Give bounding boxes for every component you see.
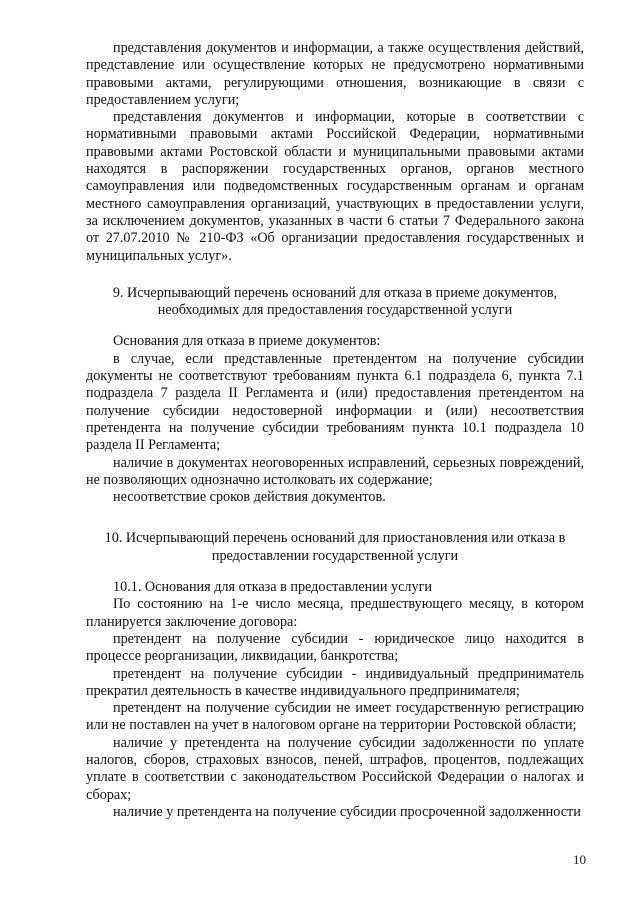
section-10-paragraph-7: наличие у претендента на получение субсидии просроченной задолженности xyxy=(113,803,581,820)
section-9-paragraph-1: Основания для отказа в приеме документов: xyxy=(113,333,381,350)
section-9-heading: 9. Исчерпывающий перечень оснований для отказа в приеме документов, необходимых для предоставления государственной услуги xyxy=(112,284,558,319)
page-number: 10 xyxy=(573,852,586,867)
section-10-paragraph-4: претендент на получение субсидии - индивидуальный предприниматель прекратил деятельность в качестве индивидуального предпринимателя; xyxy=(86,665,584,699)
section-9-paragraph-4: несоответствие сроков действия документов. xyxy=(113,489,386,506)
section-10-paragraph-5: претендент на получение субсидии не имеет государственную регистрацию или не поставлен на учет в налоговом органе на территории Ростовской области; xyxy=(86,700,584,734)
section-10-paragraph-2: По состоянию на 1-е число месяца, предшествующего месяцу, в котором планируется заключение договора: xyxy=(86,596,584,630)
paragraph-top-1: представления документов и информации, а также осуществления действий, представление или осуществление которых не предусмотрено нормативными правовыми актами, регулирующими отношения, возникающие в связи с предоставлением услуги; xyxy=(86,40,584,108)
paragraph-top-2: представления документов и информации, которые в соответствии с нормативными правовыми актами Российской Федерации, нормативными правовыми актами Ростовской области и муниципальными правовыми актами находятся в распоряжении государственных органов, органов местного самоуправления или подведомственных государственным органам и органам местного самоуправления организаций, участвующих в предоставлении услуги, за исключением документов, указанных в части 6 статьи 7 Федерального закона от 27.07.2010 № 210-ФЗ «Об организации предоставления государственных и муниципальных услуг». xyxy=(86,109,584,264)
section-10-paragraph-1: 10.1. Основания для отказа в предоставлении услуги xyxy=(113,579,432,596)
section-10-heading: 10. Исчерпывающий перечень оснований для приостановления или отказа в предоставлении государственной услуги xyxy=(104,530,566,564)
section-10-paragraph-6: наличие у претендента на получение субсидии задолженности по уплате налогов, сборов, страховых взносов, пеней, штрафов, процентов, подлежащих уплате в соответствии с законодательством Российской Федерации о налогах и сборах; xyxy=(86,734,584,803)
section-10-paragraph-3: претендент на получение субсидии - юридическое лицо находится в процессе реорганизации, ликвидации, банкротства; xyxy=(86,630,584,665)
section-9-paragraph-3: наличие в документах неоговоренных исправлений, серьезных повреждений, не позволяющих однозначно истолковать их содержание; xyxy=(86,454,584,488)
section-9-paragraph-2: в случае, если представленные претендентом на получение субсидии документы не соответствуют требованиям пункта 6.1 подраздела 6, пункта 7.1 подраздела 7 раздела II Регламента и (или) предоставления претендентом на получение субсидии недостоверной информации и (или) несоответствия претендента на получение субсидии требованиям пункта 10.1 подраздела 10 раздела II Регламента; xyxy=(86,350,584,454)
